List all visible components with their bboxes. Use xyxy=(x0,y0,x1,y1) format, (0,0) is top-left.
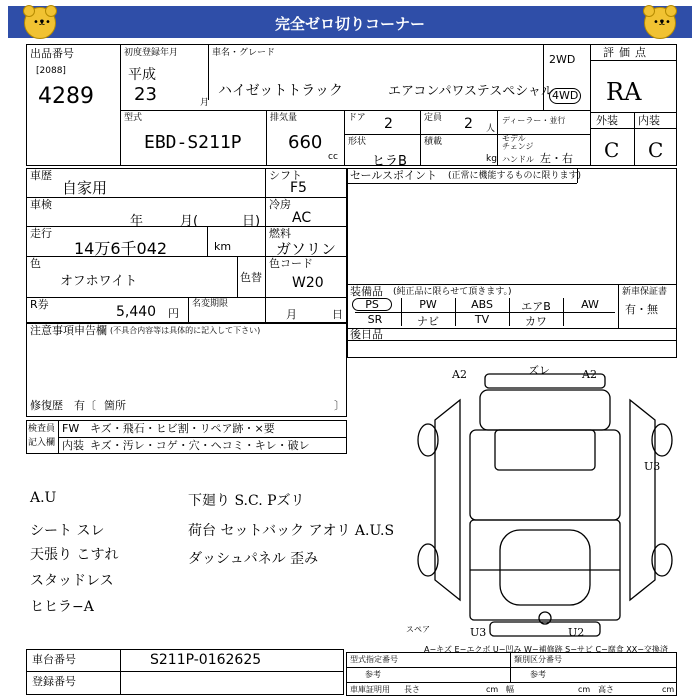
score-value: RA xyxy=(606,78,642,106)
rear-label: 後日品 xyxy=(350,328,383,341)
length-text: 長さ xyxy=(404,685,420,694)
score-label: 評価点 xyxy=(603,46,651,59)
doors-label: ドア xyxy=(348,113,366,123)
equip-airbag: エアB xyxy=(521,300,551,313)
hand-right-3: ダッシュパネル 歪み xyxy=(188,551,319,567)
mark-u2-bottom: U2 xyxy=(568,626,585,639)
shape-label: 形状 xyxy=(348,137,367,147)
hand-left-2: シート スレ xyxy=(30,523,105,539)
shift-value: F5 xyxy=(290,180,307,196)
hand-left-3: 天張り こすれ xyxy=(30,547,119,563)
dealer-label: ディーラー・並行 xyxy=(502,116,566,125)
model-value: EBD-S211P xyxy=(144,132,242,153)
class-ref: 参考 xyxy=(530,670,546,679)
recycle-value: 5,440 xyxy=(116,304,157,320)
chassis-label: 車台番号 xyxy=(32,653,76,666)
mileage-value: 14万6千042 xyxy=(74,239,168,258)
lot-number: 4289 xyxy=(38,84,94,109)
name-change-month: 月 xyxy=(286,308,297,321)
fuel-value: ガソリン xyxy=(276,240,337,258)
displacement-value: 660 xyxy=(288,132,323,153)
equip-aw: AW xyxy=(581,298,599,311)
inspector-row1: キズ・飛石・ヒビ割・リペア跡・×要 xyxy=(90,422,275,435)
repair-suffix: 箇所 xyxy=(104,399,126,412)
color-code-label: 色コード xyxy=(269,257,313,270)
width-text: 幅 xyxy=(506,685,514,694)
displacement-unit: cc xyxy=(328,152,338,162)
equip-abs: ABS xyxy=(471,298,493,311)
lot-label: 出品番号 xyxy=(30,47,74,60)
first-reg-era: 平成 xyxy=(128,67,156,83)
width-cm: cm xyxy=(578,685,591,694)
drive-2wd: 2WD xyxy=(549,53,576,66)
color-change-label: 色替 xyxy=(240,271,262,284)
equip-leather: カワ xyxy=(525,315,547,328)
displacement-label: 排気量 xyxy=(270,113,298,123)
name-change-day: 日 xyxy=(332,308,343,321)
equipment-note: (純正品に限らせて頂きます。) xyxy=(393,287,512,297)
equip-sr: SR xyxy=(367,313,383,326)
interior-score: C xyxy=(648,138,664,162)
load-unit: kg xyxy=(486,154,497,164)
car-name: ハイゼットトラック xyxy=(218,83,344,99)
repair-value: 有〔 xyxy=(74,399,96,412)
capacity-label: 定員 xyxy=(424,113,443,123)
top-info-grid xyxy=(26,44,677,166)
car-grade: エアコンパワステスペシャル xyxy=(388,84,555,99)
first-reg-label: 初度登録年月 xyxy=(124,48,179,58)
first-reg-month: 月 xyxy=(200,98,210,108)
mark-u3-bottom: U3 xyxy=(470,626,487,639)
name-change-label: 名変期限 xyxy=(192,299,229,309)
exterior-score: C xyxy=(604,138,620,162)
hand-right-2: 荷台 セットバック アオリ A.U.S xyxy=(188,523,395,539)
repair-label: 修復歴 xyxy=(30,399,63,412)
length-cm: cm xyxy=(486,685,499,694)
hand-left-4: スタッドレス xyxy=(30,573,114,589)
registration-label: 登録番号 xyxy=(32,675,76,688)
vehicle-damage-diagram xyxy=(400,360,690,650)
mark-a2-right: A2 xyxy=(582,368,597,381)
notes-label: 注意事項申告欄 xyxy=(30,324,107,337)
ac-label: 冷房 xyxy=(269,198,291,211)
header-bar xyxy=(8,6,692,38)
capacity-unit: 人 xyxy=(486,124,496,134)
inspector-row2: キズ・汚レ・コゲ・穴・ヘコミ・キレ・破レ xyxy=(90,439,310,452)
mark-spare: スペア xyxy=(406,625,430,634)
height-cm: cm xyxy=(662,685,675,694)
history-label: 車歴 xyxy=(30,169,52,182)
equip-ps: PS xyxy=(352,298,392,311)
mileage-label: 走行 xyxy=(30,227,52,240)
recycle-label: R券 xyxy=(30,298,49,311)
mark-u3-right: U3 xyxy=(644,460,661,473)
recycle-unit: 円 xyxy=(168,307,179,320)
inspector-fw: FW xyxy=(62,422,80,435)
warranty-value: 有・無 xyxy=(625,303,658,316)
hand-left-1: A.U xyxy=(30,490,57,506)
inspector-label2: 記入欄 xyxy=(28,438,56,448)
color-label: 色 xyxy=(30,257,41,270)
capacity-value: 2 xyxy=(464,116,473,132)
fuel-label: 燃料 xyxy=(269,227,291,240)
hand-right-1: 下廻り S.C. Pズリ xyxy=(188,493,305,509)
handle-label: ハンドル xyxy=(502,155,534,164)
model-change-label2: チェンジ xyxy=(502,142,534,151)
first-reg-year: 23 xyxy=(134,84,157,105)
warranty-label: 新車保証書 xyxy=(622,287,668,297)
interior-label: 内装 xyxy=(638,114,660,127)
sales-equipment-box xyxy=(347,168,677,358)
bear-mascot-icon: •ᴥ• xyxy=(24,7,56,39)
car-name-label: 車名・グレード xyxy=(212,48,276,58)
bear-mascot-icon: •ᴥ• xyxy=(644,7,676,39)
notes-sub: (不具合内容等は具体的に記入して下さい) xyxy=(110,326,261,335)
inspection-year: 年 xyxy=(130,214,144,229)
equip-tv: TV xyxy=(474,313,490,326)
handle-value: 左・右 xyxy=(540,152,573,165)
class-number-label: 類別区分番号 xyxy=(514,655,562,664)
mileage-unit: km xyxy=(214,240,232,253)
drive-4wd-circled: 4WD xyxy=(549,88,581,104)
sales-point-note: (正常に機能するものに限ります) xyxy=(448,171,582,181)
inspection-day: 日) xyxy=(242,214,261,229)
shape-value: ヒラB xyxy=(372,154,407,169)
mark-a2-left: A2 xyxy=(452,368,467,381)
exterior-label: 外装 xyxy=(596,114,618,127)
repair-close: 〕 xyxy=(334,399,345,412)
load-label: 積載 xyxy=(424,137,443,147)
type-ref: 参考 xyxy=(365,670,381,679)
model-label: 型式 xyxy=(124,113,143,123)
doors-value: 2 xyxy=(384,116,393,132)
header-title: 完全ゼロ切りコーナー xyxy=(274,15,425,33)
inspection-month: 月( xyxy=(180,214,199,229)
model-change-label: モデル xyxy=(502,134,526,143)
shift-label: シフト xyxy=(269,169,302,182)
color-value: オフホワイト xyxy=(60,274,138,289)
chassis-value: S211P-0162625 xyxy=(150,652,262,668)
equip-pw: PW xyxy=(419,298,437,311)
mark-zure: ズレ xyxy=(528,364,550,377)
ac-value: AC xyxy=(292,210,312,226)
inspector-label1: 検査員 xyxy=(28,424,56,434)
length-label: 車庫証明用 xyxy=(350,685,390,694)
type-number-label: 型式指定番号 xyxy=(350,655,398,664)
damage-legend: A−キズ E−エクボ U−凹み W−補修跡 S−サビ C−腐食 XX−交換済 xyxy=(424,645,668,654)
color-code: W20 xyxy=(292,275,324,291)
inspector-interior: 内装 xyxy=(62,439,84,452)
hand-left-5: ヒヒラ−A xyxy=(30,599,94,615)
equip-navi: ナビ xyxy=(417,315,439,328)
inspection-label: 車検 xyxy=(30,198,52,211)
height-text: 高さ xyxy=(598,685,614,694)
history-value: 自家用 xyxy=(62,179,108,197)
equipment-label: 装備品 xyxy=(350,285,383,298)
sales-point-label: セールスポイント xyxy=(350,169,438,182)
lot-code: [2088] xyxy=(36,66,66,76)
